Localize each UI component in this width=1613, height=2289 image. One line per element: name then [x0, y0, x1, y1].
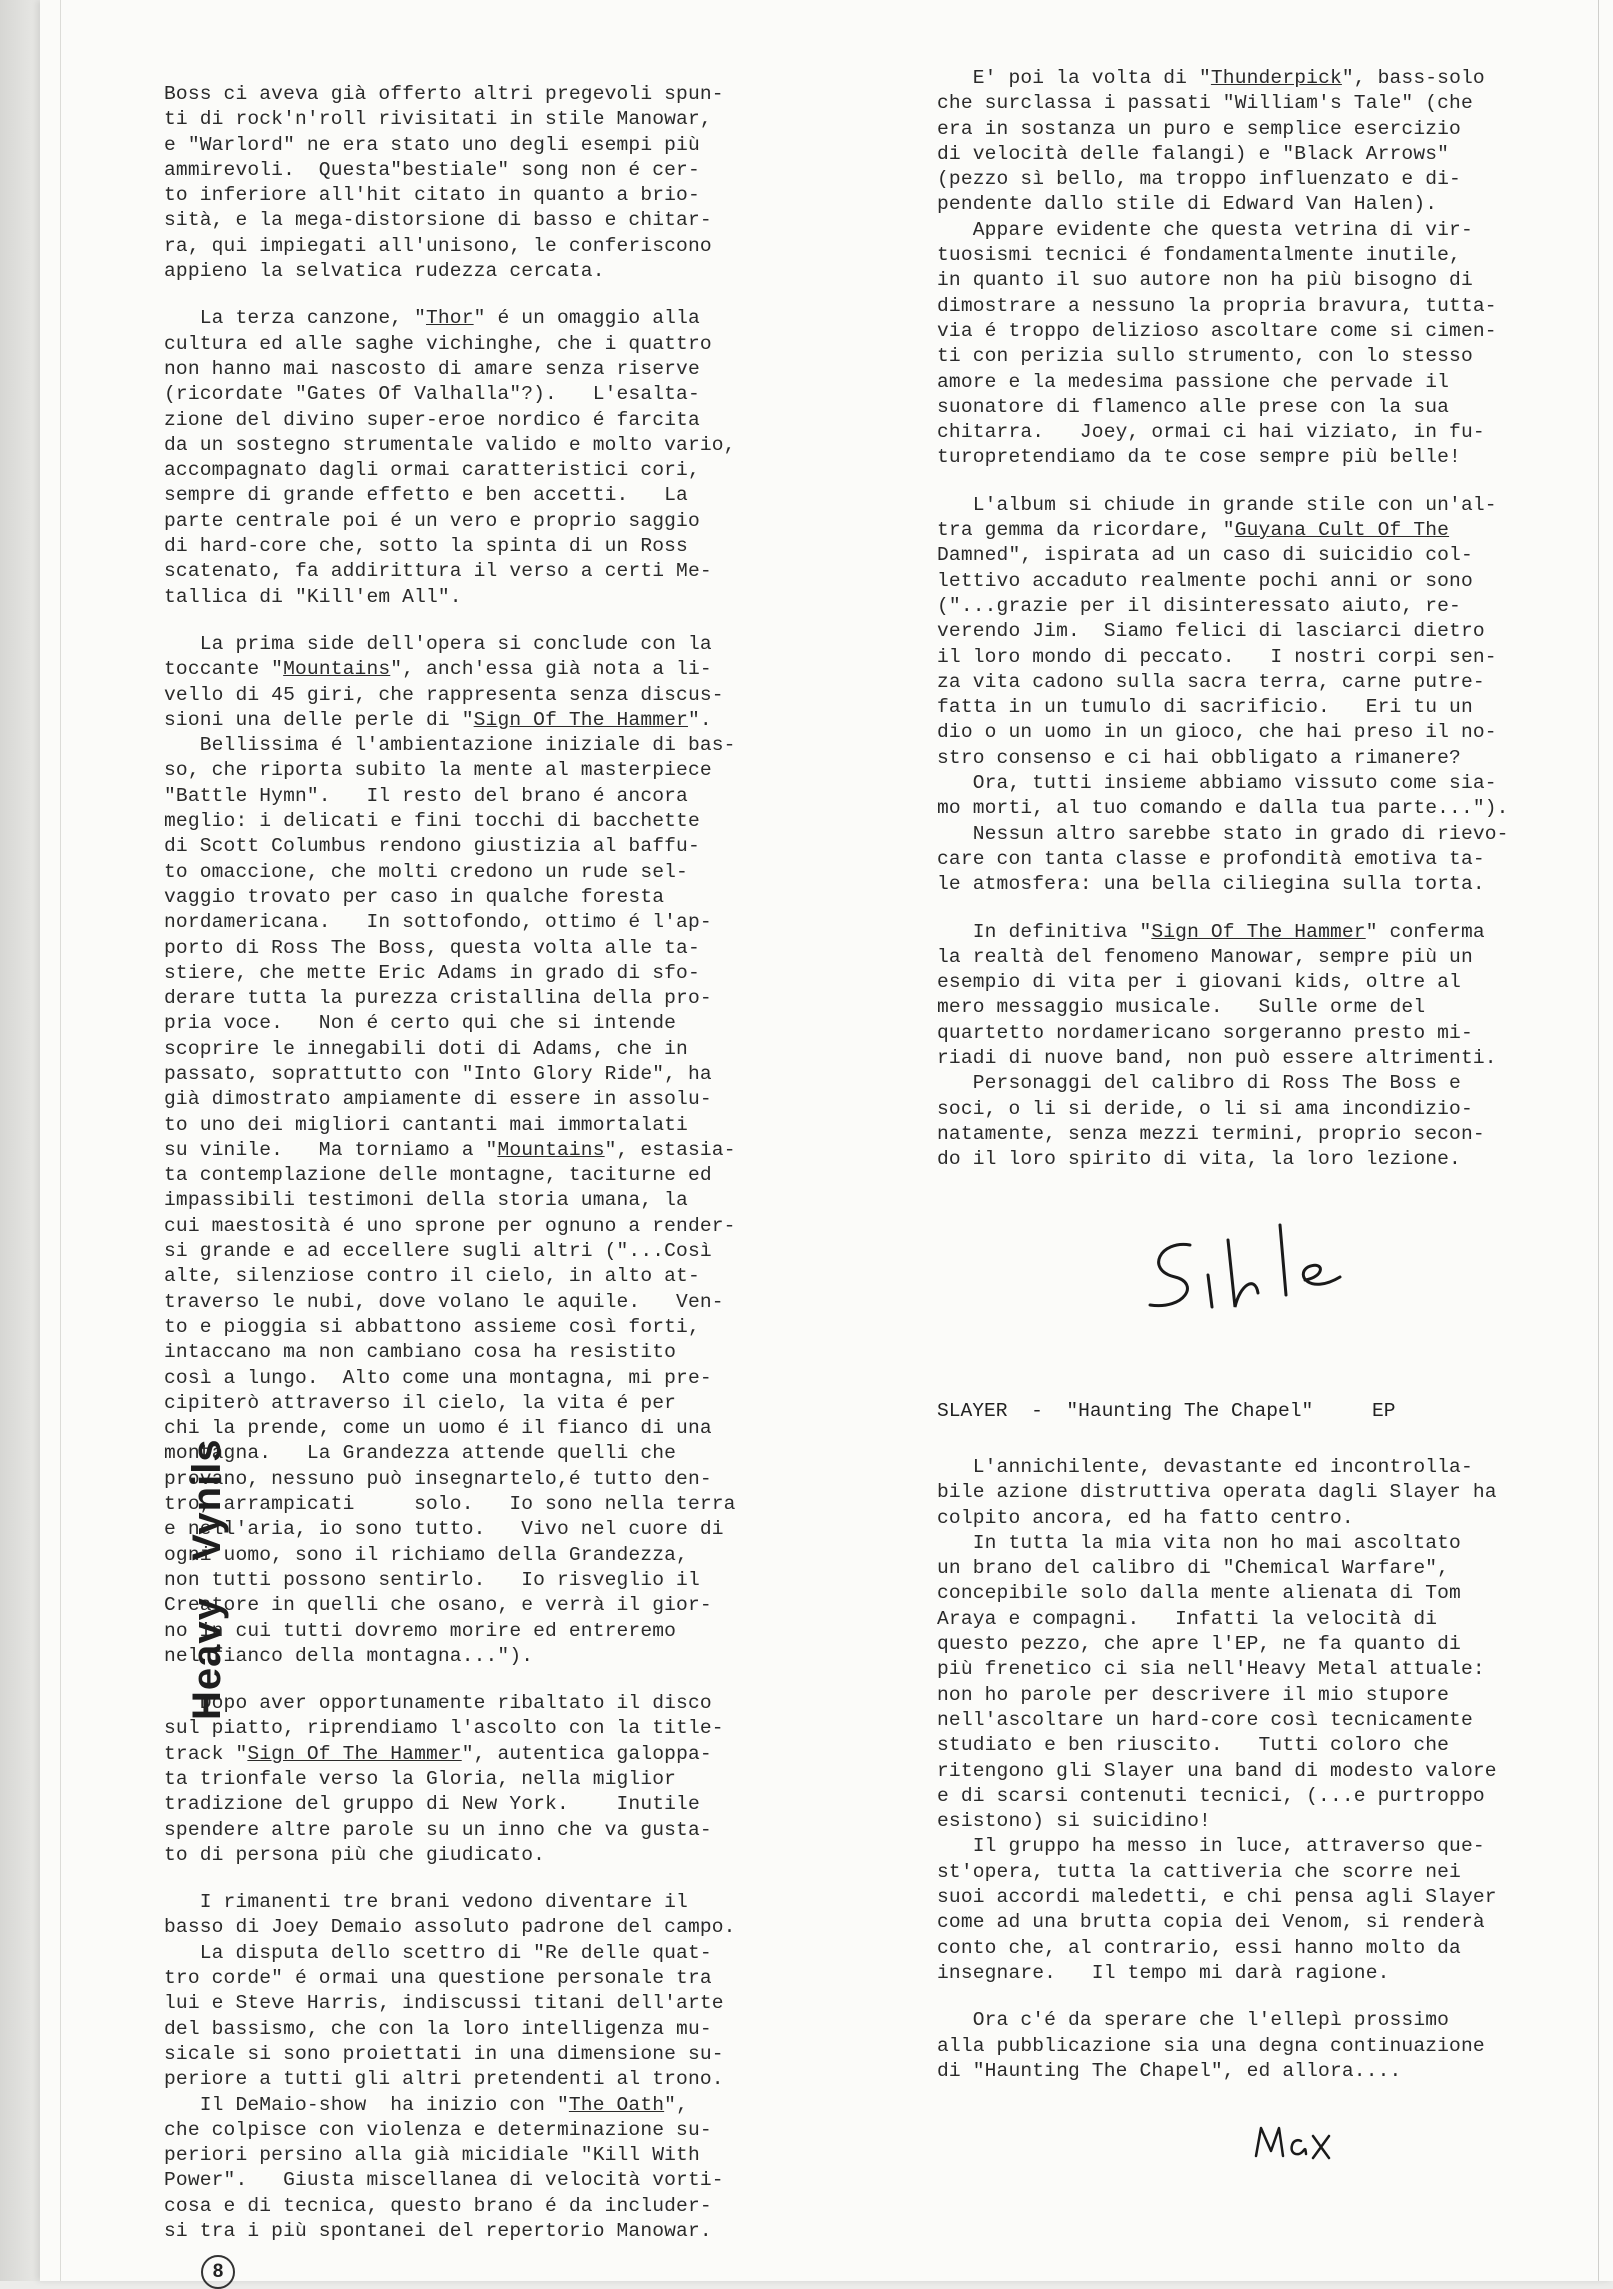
- text-line: ti di rock'n'roll rivisitati in stile Manowar,: [164, 108, 712, 131]
- text-line: verendo Jim. Siamo felici di lasciarci dietro: [937, 620, 1485, 643]
- text-line: più frenetico ci sia nell'Heavy Metal attuale:: [937, 1658, 1485, 1681]
- text-line: In tutta la mia vita non ho mai ascoltato: [937, 1531, 1461, 1554]
- text-line: La disputa dello scettro di "Re delle quat-: [164, 1941, 712, 1964]
- text-line: tallica di "Kill'em All".: [164, 585, 462, 608]
- text-line: vello di 45 giri, che rappresenta senza discus-: [164, 683, 724, 706]
- text-line: esistono) si suicidino!: [937, 1810, 1211, 1833]
- text-line: su vinile. Ma torniamo a "Mountains", estasia-: [164, 1138, 736, 1161]
- paragraph-p1: [164, 82, 840, 284]
- text-line: stro consenso e ci hai obbligato a rimanere?: [937, 746, 1461, 769]
- right-column-slayer: [937, 1455, 1587, 2106]
- text-line: che surclassa i passati "William's Tale" (che: [937, 92, 1473, 115]
- text-line: bile azione distruttiva operata dagli Slayer ha: [937, 1481, 1497, 1504]
- text-line: Boss ci aveva già offerto altri pregevoli spun-: [164, 83, 724, 105]
- text-line: questo pezzo, che apre l'EP, ne fa quanto di: [937, 1633, 1461, 1656]
- text-line: dimostrare a nessuno la propria bravura, tutta-: [937, 294, 1497, 317]
- text-line: accompagnato dagli ormai caratteristici cori,: [164, 459, 700, 482]
- paragraph-p3: [164, 632, 840, 1669]
- text-line: non tutti possono sentirlo. Io risveglio il: [164, 1568, 700, 1591]
- text-line: to omaccione, che molti credono un rude sel-: [164, 860, 688, 883]
- text-line: passato, soprattutto con "Into Glory Ride", ha: [164, 1062, 712, 1085]
- text-line: suonatore di flamenco alle prese con la sua: [937, 395, 1450, 418]
- text-line: insegnare. Il tempo mi darà ragione.: [937, 1961, 1390, 1984]
- text-line: sioni una delle perle di "Sign Of The Hammer".: [164, 708, 712, 731]
- text-line: La terza canzone, "Thor" é un omaggio alla: [164, 307, 700, 330]
- text-line: (ricordate "Gates Of Valhalla"?). L'esalta-: [164, 383, 700, 406]
- text-line: ra, qui impiegati all'unisono, le conferiscono: [164, 234, 712, 257]
- text-line: chi la prende, come un uomo é il fianco di una: [164, 1417, 712, 1440]
- left-column: [164, 82, 840, 2266]
- text-line: di velocità delle falangi) e "Black Arrows": [937, 142, 1450, 165]
- text-line: (pezzo sì bello, ma troppo influenzato e di-: [937, 168, 1461, 191]
- signature-max: [1251, 2116, 1341, 2181]
- text-line: studiato e ben riuscito. Tutti coloro che: [937, 1734, 1450, 1757]
- text-line: toccante "Mountains", anch'essa già nota a li-: [164, 658, 712, 681]
- text-line: così a lungo. Alto come una montagna, mi pre-: [164, 1366, 712, 1389]
- text-line: scatenato, fa addirittura il verso a certi Me-: [164, 560, 712, 583]
- text-line: sicale si sono proiettati in una dimensione su-: [164, 2042, 724, 2065]
- text-line: amore e la medesima passione che pervade il: [937, 370, 1450, 393]
- text-line: esempio di vita per i giovani kids, oltre al: [937, 971, 1461, 994]
- page-fold-line: [60, 0, 61, 2281]
- text-line: impassibili testimoni della storia umana, la: [164, 1189, 688, 1212]
- paragraph-r1: [937, 66, 1587, 471]
- text-line: tuosismi tecnici é fondamentalmente inutile,: [937, 244, 1461, 267]
- paragraph-s1: [937, 1455, 1587, 1986]
- text-line: Ora c'é da sperare che l'ellepì prossimo: [937, 2009, 1450, 2032]
- text-line: ritengono gli Slayer una band di modesto valore: [937, 1759, 1497, 1782]
- text-line: parte centrale poi é un vero e proprio saggio: [164, 509, 700, 532]
- paragraph-s2: [937, 2008, 1587, 2084]
- text-line: ta trionfale verso la Gloria, nella miglior: [164, 1768, 677, 1790]
- text-line: track "Sign Of The Hammer", autentica galoppa-: [164, 1742, 712, 1765]
- text-line: sità, e la mega-distorsione di basso e chitar-: [164, 209, 712, 232]
- paragraph-r2: [937, 493, 1587, 898]
- text-line: come ad una brutta copia dei Venom, si renderà: [937, 1911, 1485, 1934]
- signature-sible: [1140, 1215, 1400, 1330]
- text-line: vaggio trovato per caso in qualche foresta: [164, 885, 665, 908]
- text-line: periore a tutti gli altri pretendenti al trono.: [164, 2068, 724, 2091]
- text-line: "Battle Hymn". Il resto del brano é ancora: [164, 784, 688, 807]
- text-line: un brano del calibro di "Chemical Warfare",: [937, 1557, 1450, 1580]
- text-line: già dimostrato ampiamente di essere in assolu-: [164, 1088, 712, 1111]
- text-line: nordamericana. In sottofondo, ottimo é l'ap-: [164, 911, 712, 934]
- text-line: scoprire le innegabili doti di Adams, che in: [164, 1037, 688, 1060]
- text-line: fatta in un tumulo di sacrificio. Eri tu un: [937, 696, 1473, 719]
- text-line: porto di Ross The Boss, questa volta alle ta-: [164, 936, 700, 959]
- text-line: via é troppo delizioso ascoltare come si cimen-: [937, 319, 1497, 342]
- text-line: il loro mondo di peccato. I nostri corpi sen-: [937, 645, 1497, 668]
- text-line: do il loro spirito di vita, la loro lezione.: [937, 1148, 1461, 1171]
- paragraph-p2: [164, 306, 840, 610]
- text-line: zione del divino super-eroe nordico é farcita: [164, 408, 700, 431]
- text-line: sul piatto, riprendiamo l'ascolto con la title-: [164, 1717, 724, 1740]
- text-line: meglio: i delicati e fini tocchi di bacchette: [164, 810, 700, 833]
- text-line: quartetto nordamericano sorgeranno presto mi-: [937, 1021, 1473, 1044]
- text-line: za vita cadono sulla sacra terra, carne putre-: [937, 670, 1485, 693]
- text-line: conto che, al contrario, essi hanno molto da: [937, 1936, 1461, 1959]
- section-label-heavy-vynils: Heavy Vynils: [185, 1438, 229, 1720]
- page-edge: [0, 0, 40, 2281]
- text-line: tra gemma da ricordare, "Guyana Cult Of The: [937, 519, 1450, 542]
- text-line: soci, o li si deride, o li si ama incondizio-: [937, 1097, 1473, 1120]
- text-line: di hard-core che, sotto la spinta di un Ross: [164, 535, 688, 558]
- text-line: cosa e di tecnica, questo brano é da includer-: [164, 2194, 712, 2217]
- text-line: E' poi la volta di "Thunderpick", bass-solo: [937, 67, 1485, 89]
- text-line: Il DeMaio-show ha inizio con "The Oath",: [164, 2093, 688, 2116]
- text-line: natamente, senza mezzi termini, proprio secon-: [937, 1122, 1485, 1145]
- text-line: del bassismo, che con la loro intelligenza mu-: [164, 2017, 712, 2040]
- text-line: La prima side dell'opera si conclude con la: [164, 632, 712, 655]
- text-line: periori persino alla già micidiale "Kill With: [164, 2144, 700, 2167]
- text-line: suoi accordi maledetti, e chi pensa agli Slayer: [937, 1886, 1497, 1909]
- text-line: provano, nessuno può insegnartelo,é tutto den-: [164, 1467, 712, 1490]
- text-line: lui e Steve Harris, indiscussi titani dell'arte: [164, 1992, 724, 2015]
- text-line: Appare evidente che questa vetrina di vir-: [937, 218, 1473, 241]
- text-line: e "Warlord" ne era stato uno degli esempi più: [164, 133, 700, 156]
- text-line: In definitiva "Sign Of The Hammer" conferma: [937, 920, 1485, 943]
- text-line: Personaggi del calibro di Ross The Boss e: [937, 1072, 1461, 1095]
- text-line: Power". Giusta miscellanea di velocità vorti-: [164, 2169, 724, 2192]
- text-line: care con tanta classe e profondità emotiva ta-: [937, 847, 1485, 870]
- text-line: mo morti, al tuo comando e dalla tua parte...").: [937, 797, 1509, 820]
- text-line: to di persona più che giudicato.: [164, 1843, 546, 1866]
- text-line: ta contemplazione delle montagne, taciturne ed: [164, 1164, 712, 1187]
- right-column-manowar: [937, 66, 1587, 1194]
- text-line: lettivo accaduto realmente pochi anni or sono: [937, 569, 1473, 592]
- text-line: ogni uomo, sono il richiamo della Grandezza,: [164, 1543, 688, 1566]
- text-line: pendente dallo stile di Edward Van Halen).: [937, 193, 1438, 216]
- text-line: nel fianco della montagna...").: [164, 1644, 534, 1667]
- text-line: mero messaggio musicale. Sulle orme del: [937, 996, 1426, 1019]
- text-line: alla pubblicazione sia una degna continuazione: [937, 2034, 1485, 2057]
- text-line: no in cui tutti dovremo morire ed entreremo: [164, 1619, 677, 1642]
- paragraph-r3: [937, 920, 1587, 1173]
- text-line: appieno la selvatica rudezza cercata.: [164, 260, 605, 283]
- text-line: L'album si chiude in grande stile con un'al-: [937, 493, 1497, 516]
- text-line: montagna. La Grandezza attende quelli che: [164, 1442, 677, 1465]
- text-line: intaccano ma non cambiano cosa ha resistito: [164, 1341, 677, 1364]
- text-line: L'annichilente, devastante ed incontrolla-: [937, 1456, 1473, 1478]
- text-line: to inferiore all'hit citato in quanto a brio-: [164, 184, 700, 207]
- text-line: e di scarsi contenuti tecnici, (...e purtroppo: [937, 1784, 1485, 1807]
- text-line: che colpisce con violenza e determinazione su-: [164, 2118, 712, 2141]
- text-line: concepibile solo dalla mente alienata di Tom: [937, 1582, 1461, 1605]
- text-line: alte, silenziose contro il cielo, in alto at-: [164, 1265, 700, 1288]
- text-line: Dopo aver opportunamente ribaltato il disco: [164, 1692, 712, 1715]
- text-line: pria voce. Non é certo qui che si intende: [164, 1012, 677, 1035]
- page-right-edge: [1598, 0, 1599, 2281]
- text-line: nell'ascoltare un hard-core così tecnicamente: [937, 1708, 1473, 1731]
- text-line: di "Haunting The Chapel", ed allora....: [937, 2059, 1402, 2082]
- text-line: so, che riporta subito la mente al masterpiece: [164, 759, 712, 782]
- text-line: in quanto il suo autore non ha più bisogno di: [937, 269, 1473, 292]
- text-line: cui maestosità é uno sprone per ognuno a render-: [164, 1214, 736, 1237]
- text-line: cipiterò attraverso il cielo, la vita é per: [164, 1391, 677, 1414]
- text-line: sempre di grande effetto e ben accetti. La: [164, 484, 688, 507]
- text-line: ti con perizia sullo strumento, con lo stesso: [937, 345, 1473, 368]
- text-line: dio o un uomo in un gioco, che hai preso il no-: [937, 721, 1497, 744]
- text-line: I rimanenti tre brani vedono diventare il: [164, 1891, 688, 1914]
- text-line: riadi di nuove band, non può essere altrimenti.: [937, 1046, 1497, 1069]
- text-line: derare tutta la purezza cristallina della pro-: [164, 987, 712, 1010]
- text-line: to uno dei migliori cantanti mai immortalati: [164, 1113, 688, 1136]
- text-line: Nessun altro sarebbe stato in grado di rievo-: [937, 822, 1509, 845]
- text-line: chitarra. Joey, ormai ci hai viziato, in fu-: [937, 421, 1485, 444]
- text-line: da un sostegno strumentale valido e molto vario,: [164, 433, 736, 456]
- text-line: di Scott Columbus rendono giustizia al baffu-: [164, 835, 700, 858]
- text-line: Bellissima é l'ambientazione iniziale di bas-: [164, 734, 736, 757]
- text-line: spendere altre parole su un inno che va gusta-: [164, 1818, 712, 1841]
- text-line: Damned", ispirata ad un caso di suicidio col-: [937, 544, 1473, 567]
- text-line: non ho parole per descrivere il mio stupore: [937, 1683, 1450, 1706]
- text-line: tradizione del gruppo di New York. Inutile: [164, 1793, 700, 1816]
- text-line: colpito ancora, ed ha fatto centro.: [937, 1506, 1354, 1529]
- paragraph-p5: [164, 1890, 840, 2244]
- text-line: traverso le nubi, dove volano le aquile. Ven-: [164, 1290, 724, 1313]
- text-line: e nell'aria, io sono tutto. Vivo nel cuore di: [164, 1518, 724, 1541]
- text-line: era in sostanza un puro e semplice esercizio: [937, 117, 1461, 140]
- paragraph-p4: [164, 1691, 840, 1868]
- text-line: non hanno mai nascosto di amare senza riserve: [164, 357, 700, 380]
- page-number: 8: [201, 2255, 235, 2289]
- text-line: stiere, che mette Eric Adams in grado di sfo-: [164, 961, 700, 984]
- text-line: turopretendiamo da te cose sempre più belle!: [937, 446, 1461, 469]
- slayer-review-heading: SLAYER - "Haunting The Chapel" EP: [937, 1400, 1396, 1422]
- text-line: ("...grazie per il disinteressato aiuto, re-: [937, 594, 1461, 617]
- text-line: si grande e ad eccellere sugli altri ("...Così: [164, 1240, 712, 1263]
- text-line: si tra i più spontanei del repertorio Manowar.: [164, 2220, 712, 2243]
- text-line: Il gruppo ha messo in luce, attraverso que-: [937, 1835, 1485, 1858]
- text-line: le atmosfera: una bella ciliegina sulla torta.: [937, 873, 1485, 896]
- text-line: cultura ed alle saghe vichinghe, che i quattro: [164, 332, 712, 355]
- text-line: st'opera, tutta la cattiveria che scorre nei: [937, 1860, 1461, 1883]
- text-line: Creatore in quelli che osano, e verrà il gior-: [164, 1594, 712, 1617]
- text-line: tro, arrampicati solo. Io sono nella terra: [164, 1493, 736, 1516]
- text-line: to e pioggia si abbattono assieme così forti,: [164, 1315, 700, 1338]
- text-line: Araya e compagni. Infatti la velocità di: [937, 1607, 1438, 1630]
- text-line: tro corde" é ormai una questione personale tra: [164, 1967, 712, 1990]
- text-line: Ora, tutti insieme abbiamo vissuto come sia-: [937, 772, 1497, 795]
- text-line: ammirevoli. Questa"bestiale" song non é cer-: [164, 158, 700, 181]
- text-line: basso di Joey Demaio assoluto padrone del campo.: [164, 1916, 736, 1939]
- text-line: la realtà del fenomeno Manowar, sempre più un: [937, 945, 1473, 968]
